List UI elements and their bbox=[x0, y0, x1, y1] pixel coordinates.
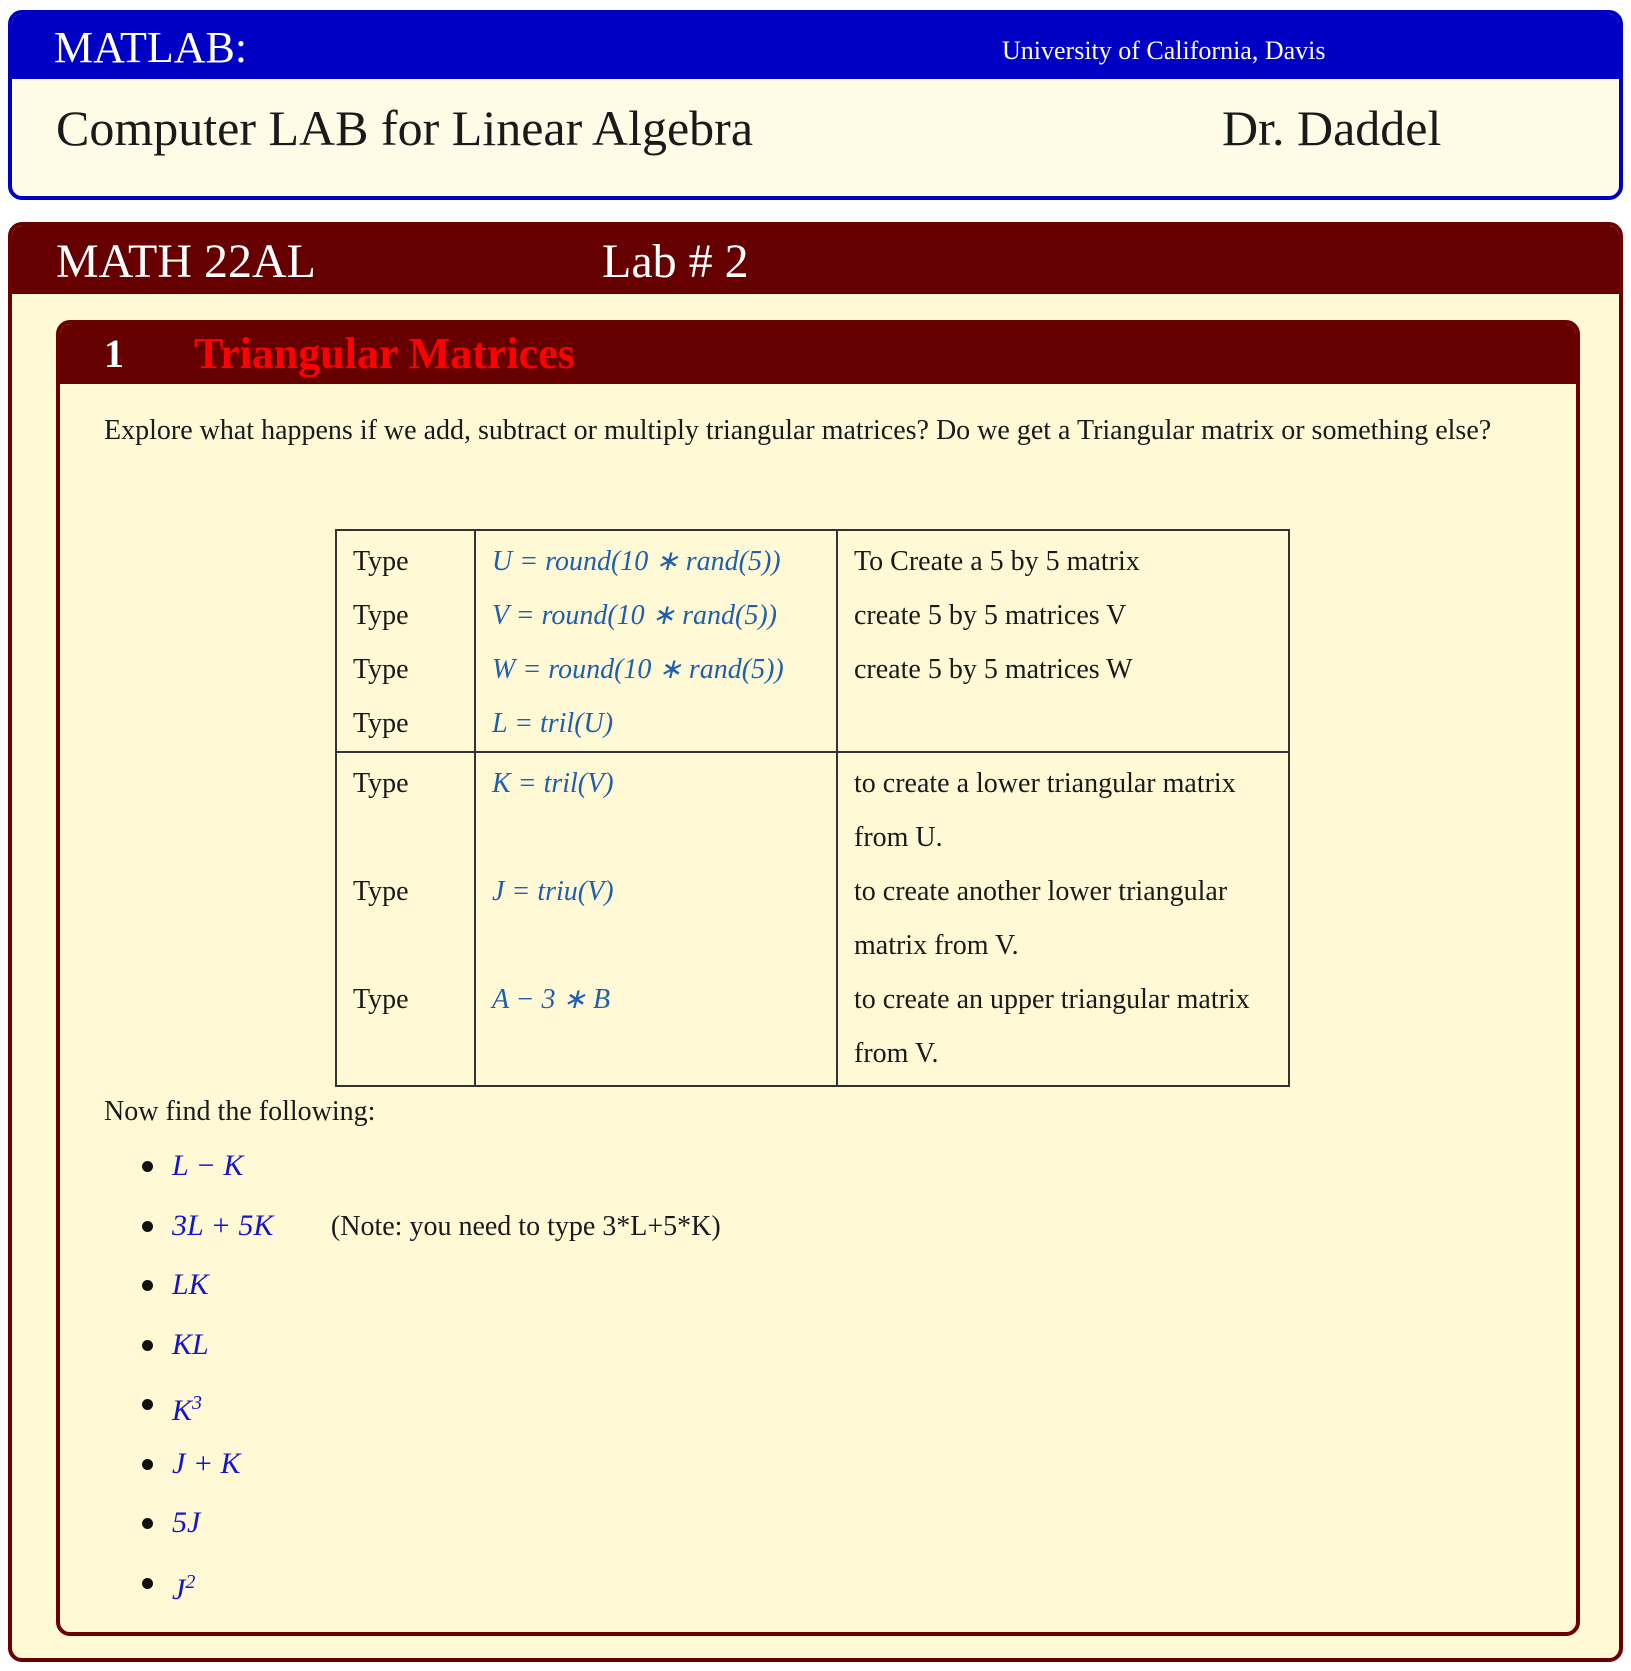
find-heading: Now find the following: bbox=[104, 1096, 376, 1127]
list-item bbox=[142, 1374, 721, 1434]
expression: L − K bbox=[172, 1149, 244, 1182]
university-name: University of California, Davis bbox=[1002, 36, 1326, 65]
list-item bbox=[142, 1434, 721, 1494]
expression: 3L + 5K bbox=[172, 1208, 274, 1242]
bullet-icon bbox=[142, 1459, 153, 1470]
action-cell: Type bbox=[336, 973, 475, 1086]
table-row bbox=[336, 589, 1289, 643]
list-item bbox=[142, 1255, 721, 1315]
section-box bbox=[56, 320, 1580, 1636]
action-cell: Type bbox=[336, 752, 475, 865]
table-row bbox=[336, 973, 1289, 1086]
section-number: 1 bbox=[104, 331, 124, 376]
table-row bbox=[336, 865, 1289, 973]
command-cell: A − 3 ∗ B bbox=[475, 973, 837, 1086]
bullet-icon bbox=[142, 1161, 153, 1172]
description-cell: to create an upper triangular matrix from V. bbox=[837, 973, 1289, 1086]
expression: LK bbox=[172, 1268, 209, 1301]
list-item bbox=[142, 1493, 721, 1553]
expression-base: J bbox=[172, 1572, 186, 1606]
app-title: MATLAB: bbox=[54, 23, 248, 72]
expression: J + K bbox=[172, 1446, 241, 1480]
list-item bbox=[142, 1315, 721, 1375]
expression-base: K bbox=[172, 1394, 193, 1427]
description-cell bbox=[837, 697, 1289, 752]
description-cell: create 5 by 5 matrices V bbox=[837, 589, 1289, 643]
bullet-icon bbox=[142, 1518, 153, 1529]
bullet-icon bbox=[142, 1280, 153, 1291]
action-cell: Type bbox=[336, 530, 475, 589]
command-cell: J = triu(V) bbox=[475, 865, 837, 973]
expression bbox=[172, 1394, 202, 1427]
command-table bbox=[335, 529, 1290, 1087]
find-list bbox=[142, 1136, 721, 1612]
header-bar bbox=[12, 14, 1619, 79]
bullet-icon bbox=[142, 1340, 153, 1351]
expression-exponent: 2 bbox=[185, 1570, 196, 1593]
action-cell: Type bbox=[336, 643, 475, 697]
action-cell: Type bbox=[336, 865, 475, 973]
expression bbox=[172, 1570, 196, 1606]
table-row bbox=[336, 752, 1289, 865]
author-name: Dr. Daddel bbox=[1222, 100, 1442, 156]
list-item bbox=[142, 1196, 721, 1256]
expression-exponent: 3 bbox=[192, 1392, 203, 1414]
table-row bbox=[336, 643, 1289, 697]
command-cell: L = tril(U) bbox=[475, 697, 837, 752]
action-cell: Type bbox=[336, 589, 475, 643]
expression-note: (Note: you need to type 3*L+5*K) bbox=[330, 1210, 721, 1242]
command-cell: K = tril(V) bbox=[475, 752, 837, 865]
command-cell: U = round(10 ∗ rand(5)) bbox=[475, 530, 837, 589]
description-cell: to create a lower triangular matrix from U. bbox=[837, 752, 1289, 865]
bullet-icon bbox=[142, 1221, 153, 1232]
command-cell: W = round(10 ∗ rand(5)) bbox=[475, 643, 837, 697]
command-cell: V = round(10 ∗ rand(5)) bbox=[475, 589, 837, 643]
bullet-icon bbox=[142, 1578, 153, 1589]
table-row bbox=[336, 530, 1289, 589]
lab-subtitle: Computer LAB for Linear Algebra bbox=[56, 100, 754, 156]
expression: KL bbox=[172, 1327, 209, 1361]
expression: 5J bbox=[172, 1506, 201, 1539]
list-item bbox=[142, 1553, 721, 1613]
lab-content-box bbox=[8, 222, 1623, 1662]
action-cell: Type bbox=[336, 697, 475, 752]
course-code: MATH 22AL bbox=[56, 235, 316, 288]
list-item bbox=[142, 1136, 721, 1196]
table-row bbox=[336, 697, 1289, 752]
bullet-icon bbox=[142, 1399, 153, 1410]
description-cell: create 5 by 5 matrices W bbox=[837, 643, 1289, 697]
description-cell: To Create a 5 by 5 matrix bbox=[837, 530, 1289, 589]
section-intro: Explore what happens if we add, subtract or multiply triangular matrices? Do we get a Triangular matrix or something else? bbox=[104, 415, 1492, 446]
description-cell: to create another lower triangular matrix from V. bbox=[837, 865, 1289, 973]
course-header-box bbox=[8, 10, 1623, 200]
lab-number: Lab # 2 bbox=[602, 235, 749, 288]
section-title: Triangular Matrices bbox=[194, 329, 575, 378]
